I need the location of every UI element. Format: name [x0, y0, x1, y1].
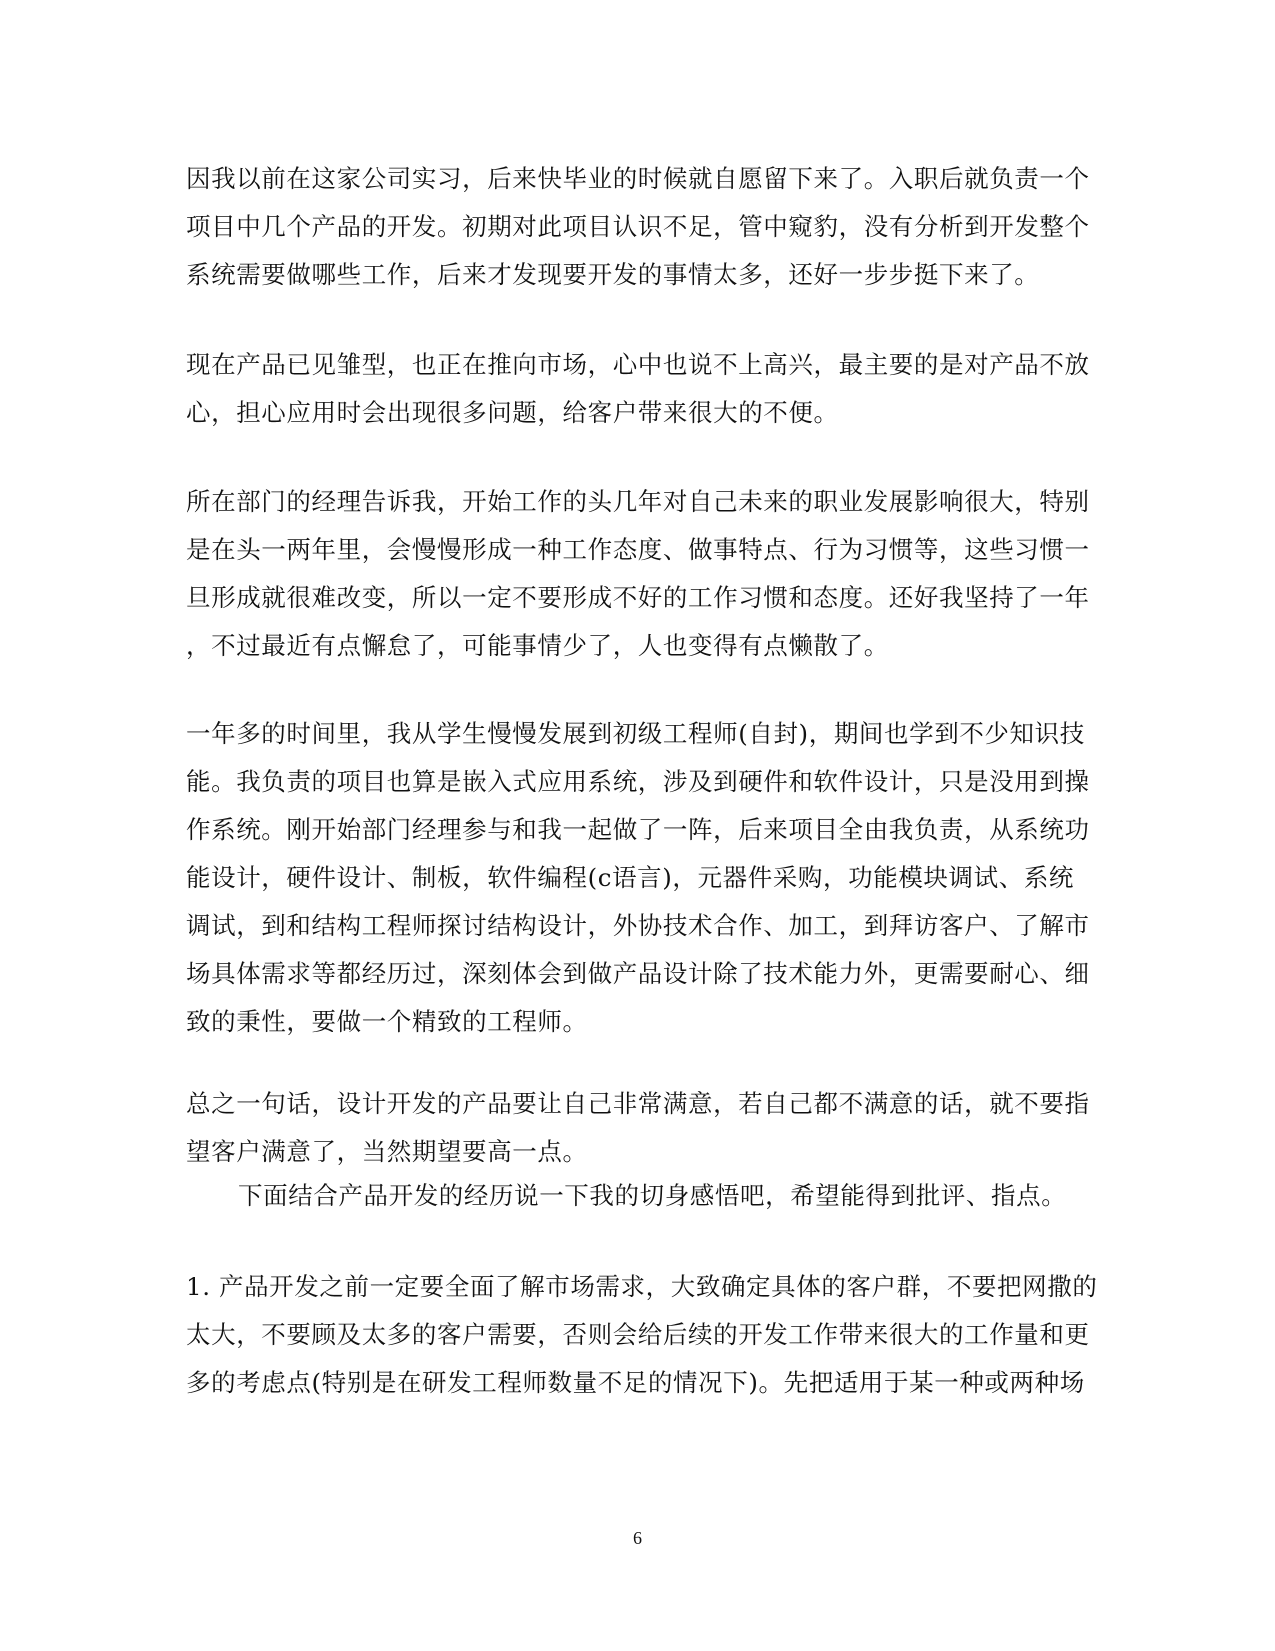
text-line: 致的秉性，要做一个精致的工程师。: [186, 1007, 588, 1036]
text-line: 1. 产品开发之前一定要全面了解市场需求，大致确定具体的客户群，不要把网撒的: [186, 1272, 1098, 1301]
text-line: 因我以前在这家公司实习，后来快毕业的时候就自愿留下来了。入职后就负责一个: [186, 164, 1090, 193]
text-line: 望客户满意了，当然期望要高一点。: [186, 1137, 588, 1166]
paragraph-3: [186, 478, 1090, 670]
text-line: 调试，到和结构工程师探讨结构设计，外协技术合作、加工，到拜访客户、了解市: [186, 911, 1090, 940]
text-line: 下面结合产品开发的经历说一下我的切身感悟吧，希望能得到批评、指点。: [238, 1181, 1067, 1210]
text-line: 多的考虑点(特别是在研发工程师数量不足的情况下)。先把适用于某一种或两种场: [186, 1368, 1085, 1397]
text-line: 是在头一两年里，会慢慢形成一种工作态度、做事特点、行为习惯等，这些习惯一: [186, 535, 1090, 564]
paragraph-7: [186, 1263, 1098, 1407]
text-line: 项目中几个产品的开发。初期对此项目认识不足，管中窥豹，没有分析到开发整个: [186, 212, 1090, 241]
text-line: 场具体需求等都经历过，深刻体会到做产品设计除了技术能力外，更需要耐心、细: [186, 959, 1090, 988]
text-line: 所在部门的经理告诉我，开始工作的头几年对自己未来的职业发展影响很大，特别: [186, 487, 1090, 516]
paragraph-4: [186, 710, 1090, 1046]
text-line: 总之一句话，设计开发的产品要让自己非常满意，若自己都不满意的话，就不要指: [186, 1089, 1090, 1118]
text-line: 一年多的时间里，我从学生慢慢发展到初级工程师(自封)，期间也学到不少知识技: [186, 719, 1085, 748]
text-line: 系统需要做哪些工作，后来才发现要开发的事情太多，还好一步步挺下来了。: [186, 260, 1040, 289]
text-line: 现在产品已见雏型，也正在推向市场，心中也说不上高兴，最主要的是对产品不放: [186, 350, 1090, 379]
text-line: 心，担心应用时会出现很多问题，给客户带来很大的不便。: [186, 398, 839, 427]
paragraph-5: [186, 1080, 1090, 1176]
text-line: 能设计，硬件设计、制板，软件编程(c语言)，元器件采购，功能模块调试、系统: [186, 863, 1075, 892]
text-line: 太大，不要顾及太多的客户需要，否则会给后续的开发工作带来很大的工作量和更: [186, 1320, 1090, 1349]
paragraph-1: [186, 155, 1090, 299]
text-line: ，不过最近有点懈怠了，可能事情少了，人也变得有点懒散了。: [186, 631, 889, 660]
paragraph-6: [186, 1172, 1086, 1220]
text-line: 能。我负责的项目也算是嵌入式应用系统，涉及到硬件和软件设计，只是没用到操: [186, 767, 1090, 796]
paragraph-2: [186, 341, 1090, 437]
text-line: 作系统。刚开始部门经理参与和我一起做了一阵，后来项目全由我负责，从系统功: [186, 815, 1090, 844]
page-number: 6: [633, 1528, 642, 1548]
text-line: 旦形成就很难改变，所以一定不要形成不好的工作习惯和态度。还好我坚持了一年: [186, 583, 1090, 612]
